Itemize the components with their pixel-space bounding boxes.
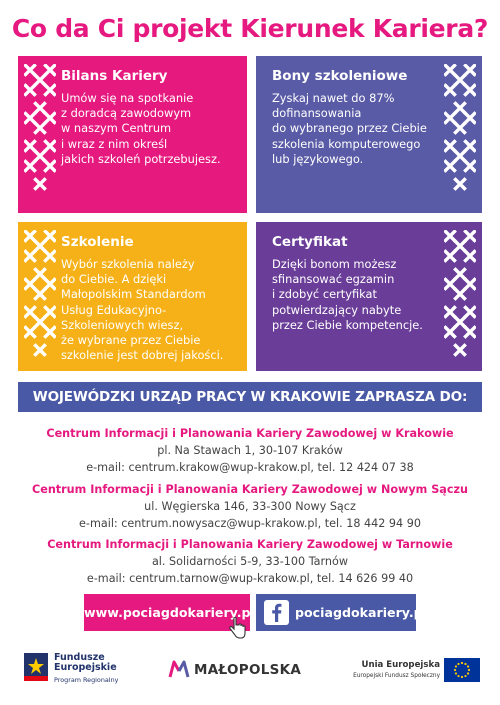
center-name: Centrum Informacji i Planowania Kariery Zawodowej w Nowym Sączu [32,483,468,496]
eu-sub: Europejski Fundusz Społeczny [353,673,440,679]
tile-title: Certyfikat [272,234,348,250]
facebook-link-button[interactable] [256,594,427,631]
website-link-button[interactable] [84,594,255,631]
malopolska-name: MAŁOPOLSKA [194,662,302,678]
cursor-hand-icon [228,617,246,639]
x-pattern-icon [444,230,476,364]
tile-body: Zyskaj nawet do 87% dofinansowania do wybranego przez Ciebie szkolenia komputerowego lub językowego. [272,91,427,166]
x-pattern-icon [24,230,56,364]
tile-body: Umów się na spotkanie z doradcą zawodowym w naszym Centrum i wraz z nim określ jakich szkoleń potrzebujesz. [61,91,221,166]
tile-bilans-kariery [18,56,247,213]
eu-flag-icon [444,658,480,682]
x-pattern-icon [24,64,56,198]
center-contact: e-mail: centrum.nowysacz@wup-krakow.pl, tel. 18 442 94 90 [79,517,421,530]
center-nowy-sacz [0,481,500,532]
center-tarnow [0,536,500,587]
tile-title: Bilans Kariery [61,68,168,84]
center-krakow [0,425,500,476]
center-name: Centrum Informacji i Planowania Kariery Zawodowej w Tarnowie [47,538,453,551]
facebook-link-label: pociagdokariery.pl [295,605,427,620]
tile-title: Szkolenie [61,234,134,250]
tile-title: Bony szkoleniowe [272,68,408,84]
invitation-banner: WOJEWÓDZKI URZĄD PRACY W KRAKOWIE ZAPRASZA DO: [18,382,482,412]
center-address: pl. Na Stawach 1, 30-107 Kraków [157,444,343,457]
tile-certyfikat [256,222,482,371]
center-contact: e-mail: centrum.krakow@wup-krakow.pl, tel. 12 424 07 38 [86,461,414,474]
center-name: Centrum Informacji i Planowania Kariery Zawodowej w Krakowie [46,427,454,440]
malopolska-m-icon [168,658,190,680]
center-contact: e-mail: centrum.tarnow@wup-krakow.pl, tel. 14 626 99 40 [86,572,414,585]
x-pattern-icon [444,64,476,198]
tile-szkolenie [18,222,247,371]
center-address: al. Solidarności 5-9, 33-100 Tarnów [151,555,349,568]
eu-funds-name: Fundusze Europejskie [54,652,117,673]
tile-body: Dzięki bonom możesz sfinansować egzamin i zdobyć certyfikat potwierdzający nabyte przez Ciebie kompetencje. [272,257,423,332]
eu-funds-sub: Program Regionalny [54,676,119,684]
eu-name: Unia Europejska [361,660,440,670]
facebook-icon [264,600,289,625]
tile-body: Wybór szkolenia należy do Ciebie. A dzięki Małopolskim Standardom Usług Edukacyjno- Szkoleniowych wiesz, że wybrane przez Ciebie szkolenie jest dobrej jakości. [61,257,224,363]
website-link-label: www.pociagdokariery.pl [84,605,255,620]
center-address: ul. Węgierska 146, 33-300 Nowy Sącz [144,500,356,513]
tile-bony-szkoleniowe [256,56,482,213]
page-title: Co da Ci projekt Kierunek Kariera? [11,14,489,43]
eu-funds-star-icon [22,650,50,684]
